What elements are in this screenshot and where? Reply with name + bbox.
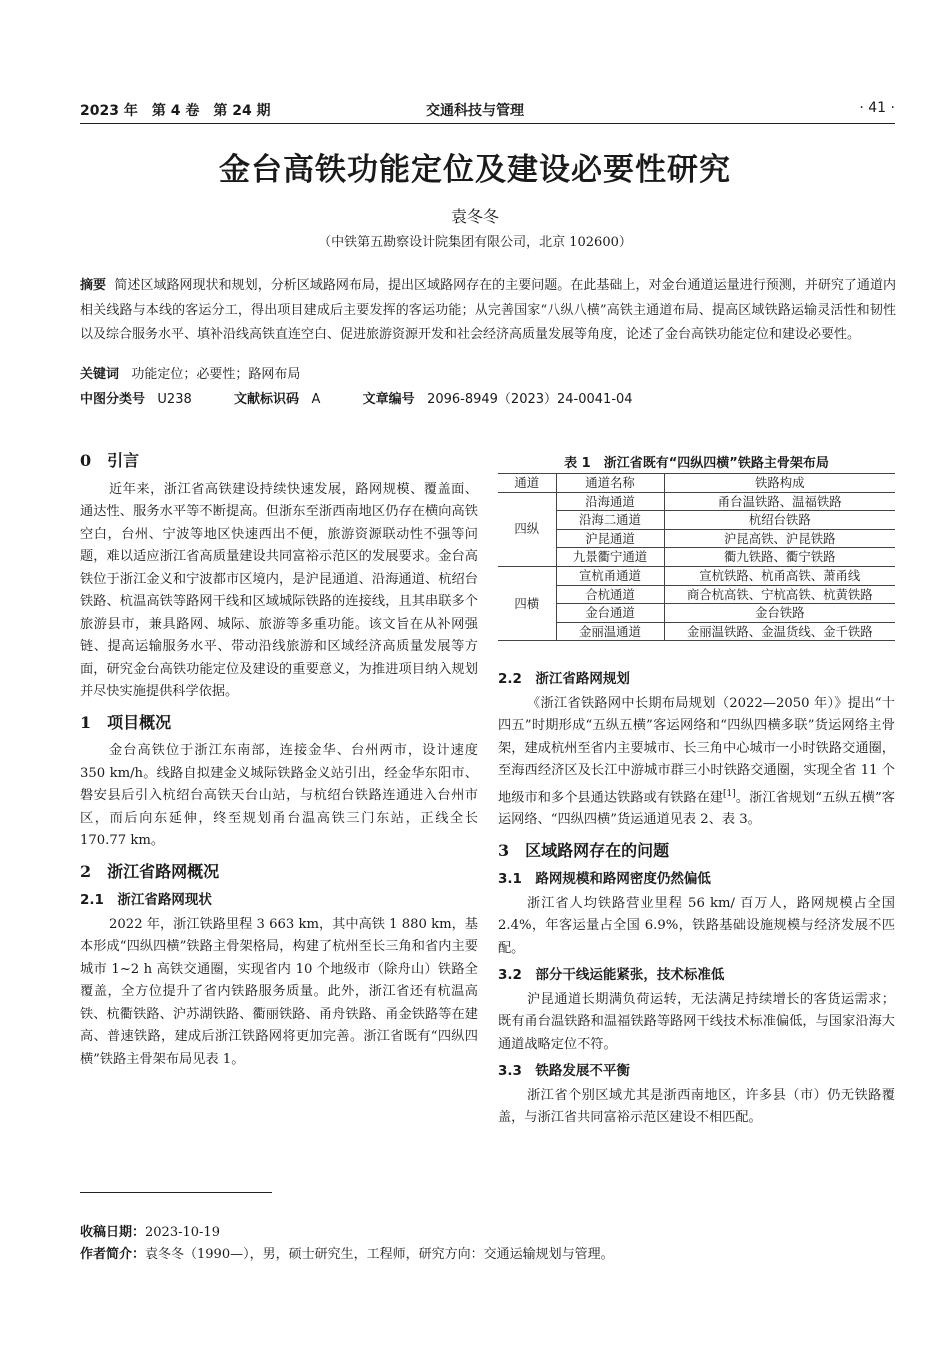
section-2-2-text-b: 。浙江省规划“五纵五横”客运网络、“四纵四横”货运通道见表 2、表 3。 (498, 789, 895, 828)
section-3-2-title: 3.2 部分干线运能紧张，技术标准低 (498, 967, 725, 984)
author-bio (80, 1243, 614, 1262)
table-header-cell: 通道名称 (556, 474, 664, 493)
section-2-2-title: 2.2 浙江省路网规划 (498, 671, 630, 687)
issue-info: 2023 年 第 4 卷 第 24 期 (80, 103, 271, 119)
right-column (498, 668, 895, 1130)
article-no-value: 2096-8949（2023）24-0041-04 (427, 392, 633, 407)
table-1 (498, 473, 895, 641)
section-2-2-paragraph (498, 693, 895, 832)
table-group-cell: 四纵 (498, 492, 556, 566)
table-cell-lines: 商合杭高铁、宁杭高铁、杭黄铁路 (664, 585, 895, 604)
table-cell-channel: 金台通道 (556, 604, 664, 623)
keywords-label: 关键词 (80, 367, 120, 382)
left-column (80, 450, 478, 1071)
table-cell-channel: 宣杭甬通道 (556, 566, 664, 585)
table-cell-channel: 合杭通道 (556, 585, 664, 604)
author-name: 袁冬冬 (450, 207, 499, 226)
table-header-cell: 铁路构成 (664, 474, 895, 493)
section-1-paragraph: 金台高铁位于浙江东南部，连接金华、台州两市，设计速度 350 km/h。线路自拟建金义城际铁路金义站引出，经金华东阳市、磐安县后引入杭绍台高铁天台山站，与杭绍台铁路连通进入台州市区，而后向东延伸，终至规划甬台温高铁三门东站，正线全长 170.77 km。 (80, 743, 478, 848)
header-rule (80, 123, 895, 124)
clc-label: 中图分类号 (80, 392, 146, 407)
section-3-1-title: 3.1 路网规模和路网密度仍然偏低 (498, 871, 711, 888)
table-cell-lines: 沪昆高铁、沪昆铁路 (664, 529, 895, 548)
section-2-title: 2 浙江省路网概况 (80, 861, 220, 881)
affiliation: （中铁第五勘察设计院集团有限公司，北京 102600） (318, 235, 632, 250)
article-no-label: 文章编号 (362, 392, 415, 407)
table-1-caption: 表 1 浙江省既有“四纵四横”铁路主骨架布局 (564, 456, 829, 471)
section-0-title: 0 引言 (80, 451, 140, 470)
author-bio-label: 作者简介： (80, 1247, 146, 1262)
citation-ref: [1] (723, 788, 736, 799)
table-cell-lines: 金台铁路 (664, 604, 895, 623)
table-cell-lines: 金丽温铁路、金温货线、金千铁路 (664, 622, 895, 641)
keywords-text: 功能定位；必要性；路网布局 (131, 367, 301, 382)
table-cell-channel: 沿海二通道 (556, 511, 664, 530)
table-cell-lines: 甬台温铁路、温福铁路 (664, 492, 895, 511)
table-row (498, 492, 895, 511)
table-group-cell: 四横 (498, 566, 556, 640)
table-row (498, 585, 895, 604)
section-2-1-paragraph: 2022 年，浙江铁路里程 3 663 km，其中高铁 1 880 km，基本形成“四纵四横”铁路主骨架格局，构建了杭州至长三角和省内主要城市 1~2 h 高铁交通圈，实现省内 10 个地级市（除舟山）铁路全覆盖，全方位提升了省内铁路服务质量。此外，浙江省还有杭温高铁、杭衢铁路、沪苏湖铁路、衢丽铁路、甬舟铁路、甬金铁路等在建高、普速铁路，建成后浙江铁路网将更加完善。浙江省既有“四纵四横”铁路主骨架布局见表 1。 (80, 916, 478, 1067)
table-header-cell: 通道 (498, 474, 556, 493)
section-1-title: 1 项目概况 (80, 712, 172, 732)
section-3-title: 3 区域路网存在的问题 (498, 840, 670, 860)
table-cell-channel: 金丽温通道 (556, 622, 664, 641)
table-row (498, 511, 895, 530)
author-bio-text: 袁冬冬（1990—），男，硕士研究生，工程师，研究方向：交通运输规划与管理。 (145, 1247, 614, 1262)
clc-value: U238 (157, 392, 192, 407)
received-value: 2023-10-19 (145, 1225, 220, 1240)
table-row (498, 622, 895, 641)
table-cell-channel: 九景衢宁通道 (556, 548, 664, 567)
table-cell-lines: 杭绍台铁路 (664, 511, 895, 530)
table-cell-lines: 宣杭铁路、杭甬高铁、萧甬线 (664, 566, 895, 585)
journal-name: 交通科技与管理 (426, 103, 524, 119)
received-label: 收稿日期： (80, 1225, 146, 1240)
table-1-grid (498, 473, 895, 641)
abstract-text: 简述区域路网现状和规划，分析区域路网布局，提出区域路网存在的主要问题。在此基础上，对金台通道运量进行预测，并研究了通道内相关线路与本线的客运分工，得出项目建成后主要发挥的客运功能；从完善国家“八纵八横”高铁主通道布局、提高区域铁路运输灵活性和韧性以及综合服务水平、填补沿线高铁直连空白、促进旅游资源开发和社会经济高质量发展等角度，论述了金台高铁功能定位和建设必要性。 (80, 278, 896, 343)
table-cell-channel: 沪昆通道 (556, 529, 664, 548)
abstract-label: 摘要 (80, 278, 107, 293)
section-2-1-title: 2.1 浙江省路网现状 (80, 892, 212, 908)
section-3-3-title: 3.3 铁路发展不平衡 (498, 1063, 630, 1080)
classification-line (80, 388, 633, 407)
table-cell-channel: 沿海通道 (556, 492, 664, 511)
table-row (498, 529, 895, 548)
table-row (498, 548, 895, 567)
doc-code-value: A (311, 392, 321, 407)
abstract (80, 274, 896, 348)
page-number: · 41 · (859, 100, 895, 116)
doc-code-label: 文献标识码 (234, 392, 300, 407)
received-date (80, 1221, 220, 1240)
section-0-paragraph: 近年来，浙江省高铁建设持续快速发展，路网规模、覆盖面、通达性、服务水平等不断提高。但浙东至浙西南地区仍存在横向高铁空白，台州、宁波等地区快速西出不便，旅游资源联动性不强等问题，难以适应浙江省高质量建设共同富裕示范区的发展要求。金台高铁位于浙江金义和宁波都市区境内，是沪昆通道、沿海通道、杭绍台铁路、杭温高铁等路网干线和区域城际铁路的连接线，且其串联多个旅游县市，兼具路网、城际、旅游等多重功能。该文旨在从补网强链、提高运输服务水平、带动沿线旅游和区域经济高质量发展等方面，研究金台高铁功能定位及建设的重要意义，为推进项目纳入规划并尽快实施提供科学依据。 (80, 481, 478, 699)
section-3-2-paragraph: 沪昆通道长期满负荷运转，无法满足持续增长的客货运需求；既有甬台温铁路和温福铁路等路网干线技术标准偏低，与国家沿海大通道战略定位不符。 (498, 991, 895, 1052)
paper-title: 金台高铁功能定位及建设必要性研究 (219, 152, 731, 188)
table-row (498, 566, 895, 585)
keywords (80, 363, 300, 382)
table-row (498, 604, 895, 623)
section-3-1-paragraph: 浙江省人均铁路营业里程 56 km/ 百万人，路网规模占全国 2.4%，年客运量占全国 6.9%，铁路基础设施规模与经济发展不匹配。 (498, 895, 895, 956)
footnote-rule (80, 1192, 272, 1193)
table-cell-lines: 衢九铁路、衢宁铁路 (664, 548, 895, 567)
section-2-2-text-a: 《浙江省铁路网中长期布局规划（2022—2050 年）》提出“十四五”时期形成“五纵五横”客运网络和“四纵四横多联”货运网络主骨架，建成杭州至省内主要城市、长三角中心城市一小时铁路交通圈，至海西经济区及长江中游城市群三小时铁路交通圈，实现全省 11 个地级市和多个县通达铁路或有铁路在建 (498, 695, 895, 805)
section-3-3-paragraph: 浙江省个别区域尤其是浙西南地区，许多县（市）仍无铁路覆盖，与浙江省共同富裕示范区建设不相匹配。 (498, 1087, 895, 1126)
